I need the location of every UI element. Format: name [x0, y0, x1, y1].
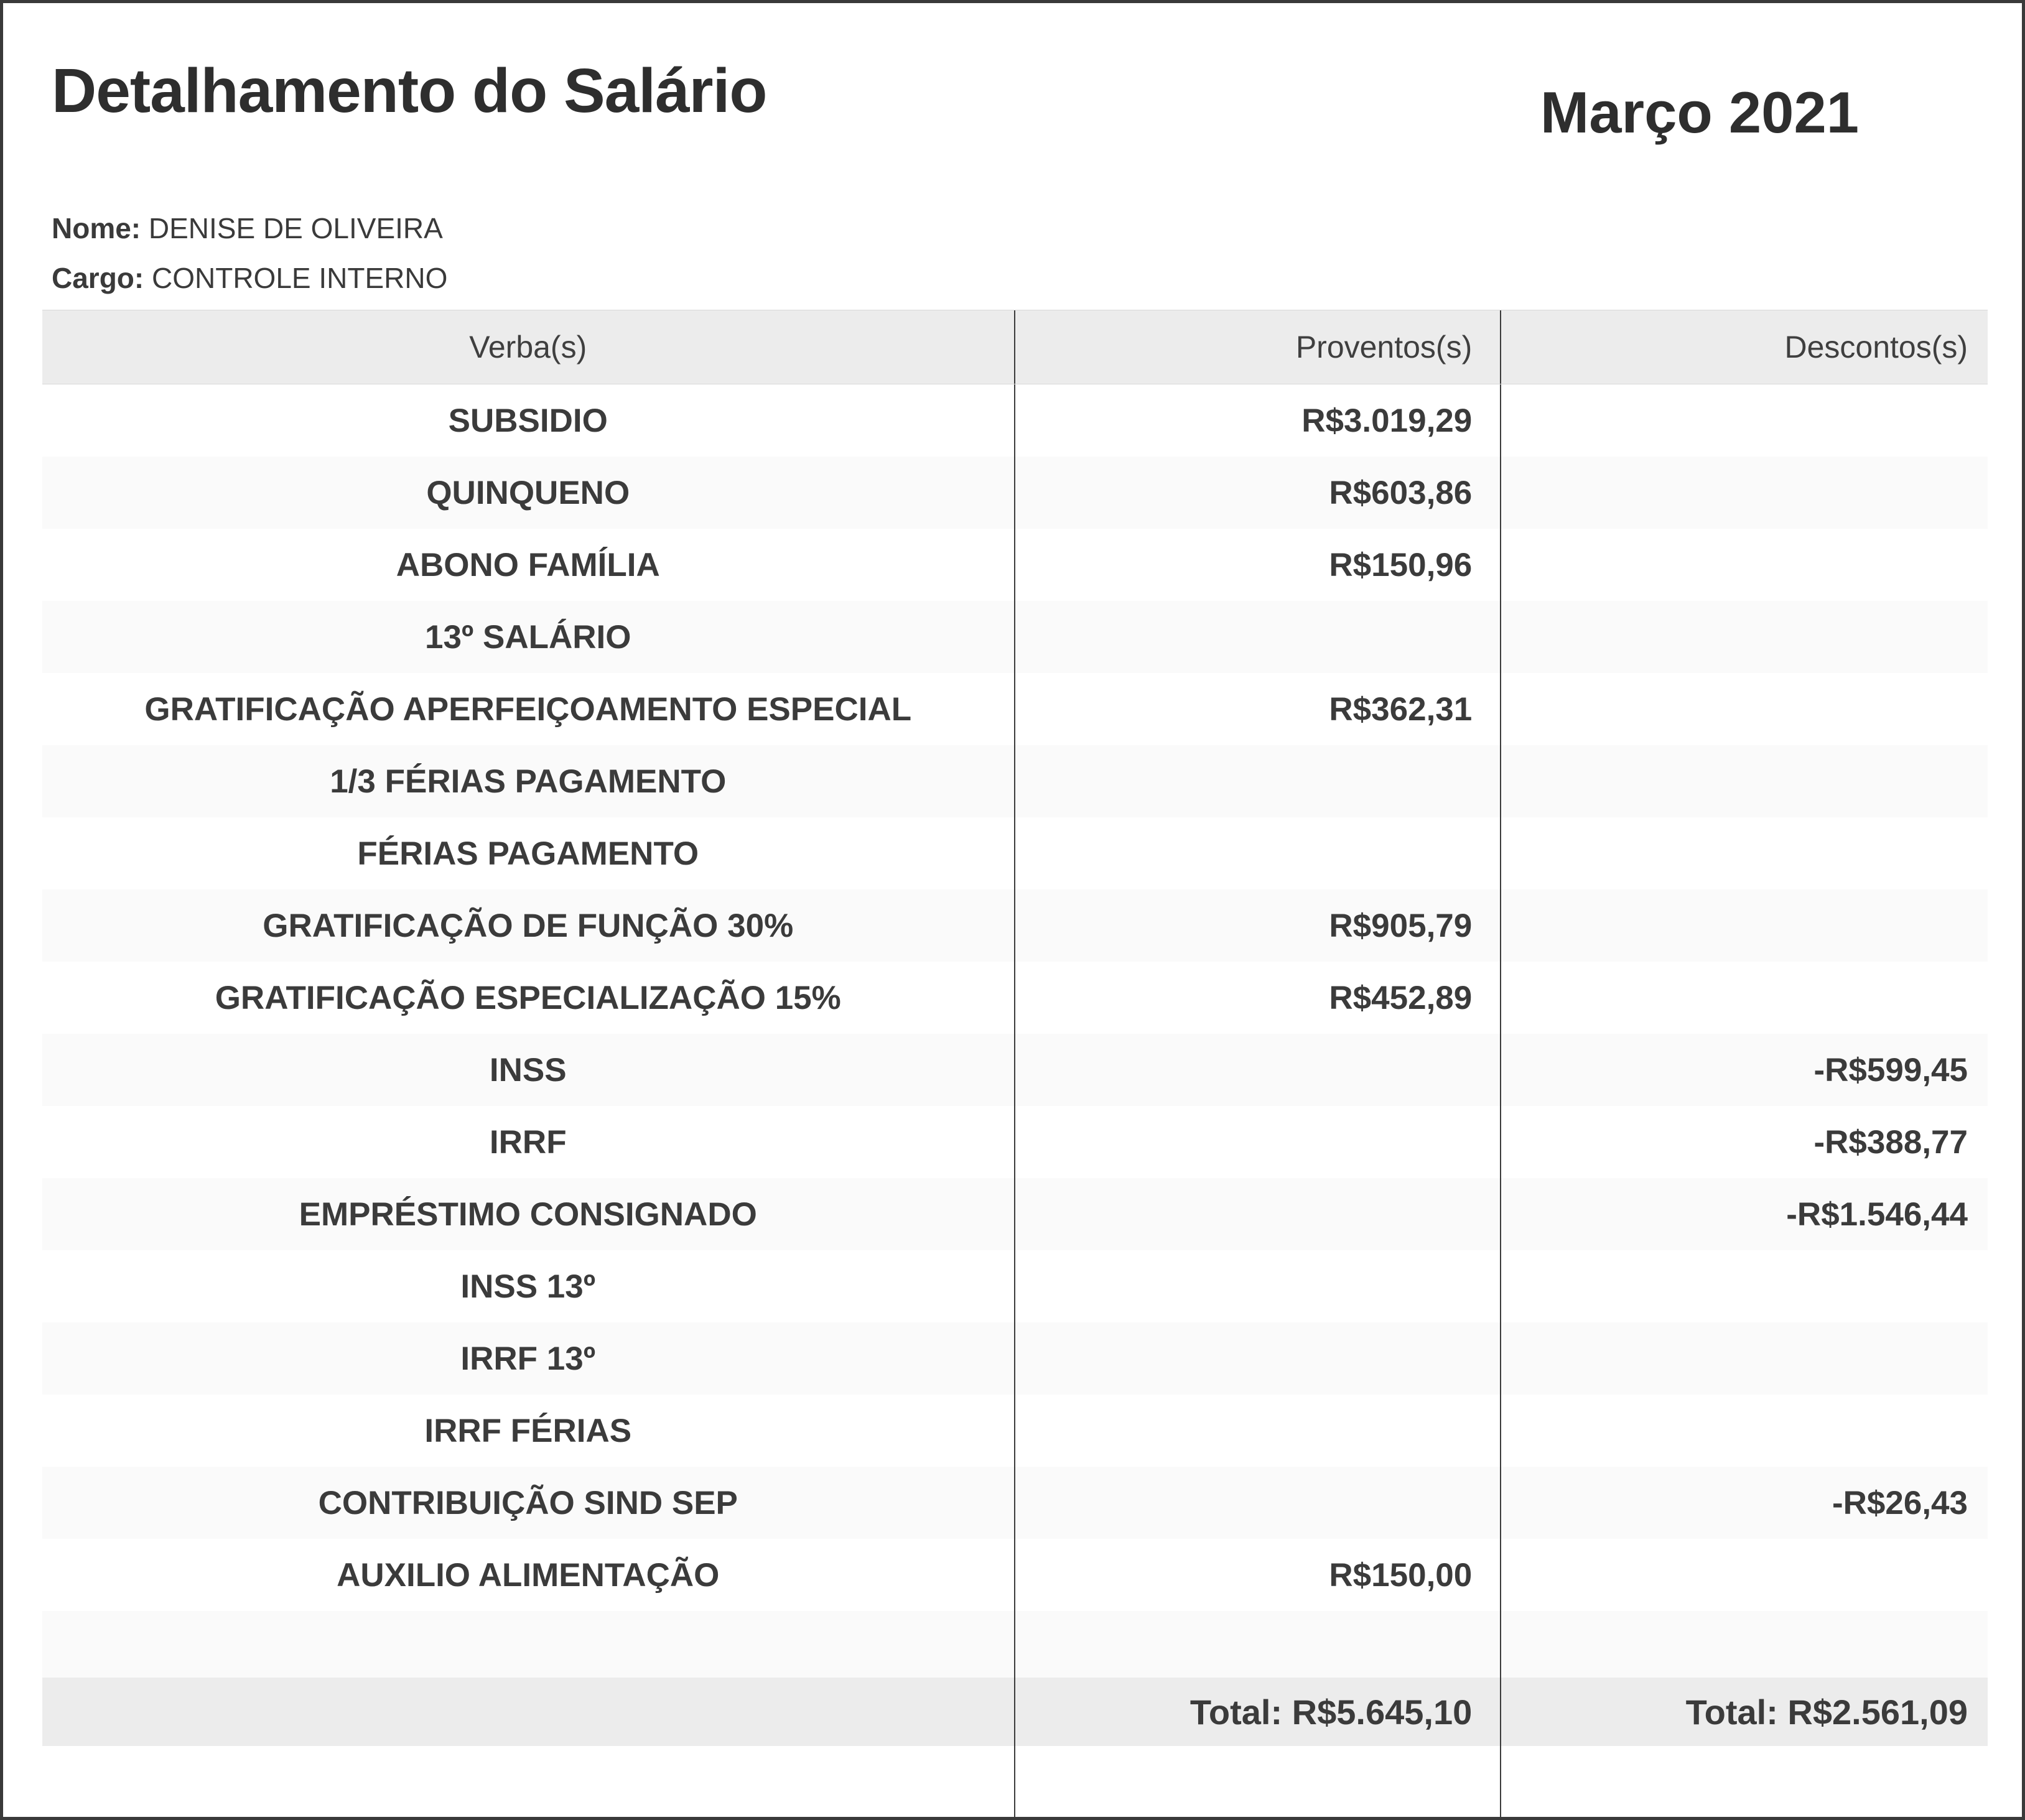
table-row: [42, 1106, 1988, 1178]
table-row: [42, 1539, 1988, 1611]
table-row: [42, 457, 1988, 529]
cell-proventos: [1015, 601, 1502, 673]
table-row: [42, 1467, 1988, 1539]
table-row: [42, 1034, 1988, 1106]
cell-descontos: [1501, 673, 1988, 745]
name-value: DENISE DE OLIVEIRA: [148, 212, 443, 244]
cell-proventos: [1015, 817, 1502, 889]
cell-descontos: [1501, 889, 1988, 962]
table-row: [42, 962, 1988, 1034]
cell-proventos: R$150,96: [1015, 529, 1502, 601]
table-row: [42, 673, 1988, 745]
cell-proventos: [1015, 1611, 1502, 1678]
table-header-row: [42, 310, 1988, 384]
cell-proventos: [1015, 745, 1502, 817]
cell-proventos: [1015, 1467, 1502, 1539]
filler-proventos-cell: [1015, 1746, 1502, 1820]
table-row: [42, 745, 1988, 817]
totals-row: [42, 1678, 1988, 1746]
cell-proventos: [1015, 1250, 1502, 1322]
cell-verba: QUINQUENO: [42, 457, 1015, 529]
cell-verba: GRATIFICAÇÃO ESPECIALIZAÇÃO 15%: [42, 962, 1015, 1034]
cell-verba: 1/3 FÉRIAS PAGAMENTO: [42, 745, 1015, 817]
table-filler-row: [42, 1746, 1988, 1820]
cell-verba: 13º SALÁRIO: [42, 601, 1015, 673]
cell-verba: CONTRIBUIÇÃO SIND SEP: [42, 1467, 1015, 1539]
total-descontos: Total: R$2.561,09: [1685, 1692, 1968, 1732]
table-row: [42, 1611, 1988, 1678]
cell-descontos: [1501, 1322, 1988, 1395]
cell-descontos: -R$1.546,44: [1786, 1196, 1968, 1233]
cell-verba: [42, 1611, 1015, 1678]
cell-verba: FÉRIAS PAGAMENTO: [42, 817, 1015, 889]
employee-role-line: [52, 253, 447, 303]
cell-descontos: -R$388,77: [1813, 1123, 1968, 1161]
cell-descontos: [1501, 384, 1988, 457]
period-label: Março 2021: [1540, 80, 1859, 145]
cell-proventos: [1015, 1322, 1502, 1395]
cell-verba: GRATIFICAÇÃO DE FUNÇÃO 30%: [42, 889, 1015, 962]
column-header-proventos: Proventos(s): [1015, 310, 1502, 384]
cell-descontos: -R$599,45: [1813, 1051, 1968, 1089]
cell-descontos: [1501, 1395, 1988, 1467]
cell-proventos: R$3.019,29: [1015, 384, 1502, 457]
cell-verba: AUXILIO ALIMENTAÇÃO: [42, 1539, 1015, 1611]
cell-descontos: [1501, 529, 1988, 601]
cell-descontos: [1501, 1250, 1988, 1322]
table-row: [42, 1322, 1988, 1395]
column-header-verba: Verba(s): [42, 310, 1015, 384]
table-row: [42, 601, 1988, 673]
table-row: [42, 1250, 1988, 1322]
role-value: CONTROLE INTERNO: [152, 262, 448, 294]
table-row: [42, 817, 1988, 889]
cell-descontos: [1501, 745, 1988, 817]
page-title: Detalhamento do Salário: [52, 56, 767, 126]
cell-descontos: [1501, 1539, 1988, 1611]
cell-verba: ABONO FAMÍLIA: [42, 529, 1015, 601]
cell-verba: IRRF: [42, 1106, 1015, 1178]
table-row: [42, 889, 1988, 962]
table-row: [42, 529, 1988, 601]
cell-proventos: R$150,00: [1015, 1539, 1502, 1611]
cell-proventos: R$362,31: [1015, 673, 1502, 745]
employee-name-line: [52, 203, 447, 253]
cell-verba: SUBSIDIO: [42, 384, 1015, 457]
cell-descontos: [1501, 817, 1988, 889]
cell-verba: GRATIFICAÇÃO APERFEIÇOAMENTO ESPECIAL: [42, 673, 1015, 745]
name-label: Nome:: [52, 212, 141, 244]
cell-verba: INSS 13º: [42, 1250, 1015, 1322]
totals-verba-cell: [42, 1678, 1015, 1746]
column-header-descontos: Descontos(s): [1784, 330, 1968, 364]
table-row: [42, 384, 1988, 457]
role-label: Cargo:: [52, 262, 144, 294]
cell-proventos: [1015, 1106, 1502, 1178]
salary-table: [42, 310, 1988, 1820]
table-row: [42, 1178, 1988, 1250]
employee-info: [52, 203, 447, 303]
cell-verba: INSS: [42, 1034, 1015, 1106]
filler-verba-cell: [42, 1746, 1015, 1820]
cell-proventos: R$905,79: [1015, 889, 1502, 962]
cell-descontos: [1501, 457, 1988, 529]
cell-descontos: [1501, 1611, 1988, 1678]
cell-descontos: [1501, 601, 1988, 673]
cell-descontos: [1501, 962, 1988, 1034]
cell-descontos: -R$26,43: [1832, 1484, 1968, 1521]
total-proventos: Total: R$5.645,10: [1015, 1678, 1502, 1746]
cell-verba: IRRF 13º: [42, 1322, 1015, 1395]
cell-verba: EMPRÉSTIMO CONSIGNADO: [42, 1178, 1015, 1250]
cell-verba: IRRF FÉRIAS: [42, 1395, 1015, 1467]
cell-proventos: [1015, 1395, 1502, 1467]
cell-proventos: R$603,86: [1015, 457, 1502, 529]
cell-proventos: [1015, 1034, 1502, 1106]
table-body: [42, 384, 1988, 1678]
cell-proventos: [1015, 1178, 1502, 1250]
filler-descontos-cell: [1501, 1746, 1988, 1820]
table-row: [42, 1395, 1988, 1467]
cell-proventos: R$452,89: [1015, 962, 1502, 1034]
